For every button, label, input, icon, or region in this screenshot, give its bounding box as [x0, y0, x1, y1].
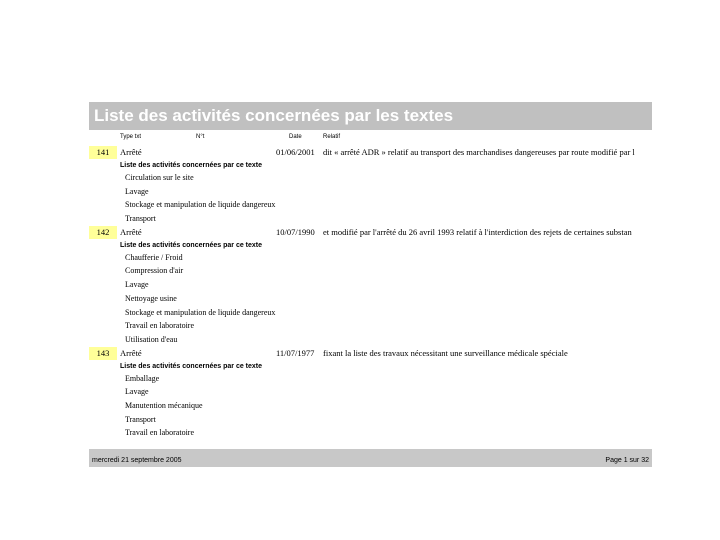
activity-item: Compression d'air	[125, 266, 184, 276]
activities-list	[89, 251, 652, 347]
activity-item: Transport	[125, 414, 156, 424]
record-number: 143	[89, 347, 117, 360]
activity-item: Stockage et manipulation de liquide dangereux	[125, 200, 276, 210]
activity-item: Travail en laboratoire	[125, 428, 195, 438]
activity-item: Circulation sur le site	[125, 173, 194, 182]
activity-item: Lavage	[125, 280, 149, 290]
activities-list	[89, 171, 652, 226]
record-type: Arrêté	[120, 226, 142, 237]
record-type: Arrêté	[120, 347, 142, 358]
activities-list	[89, 372, 652, 440]
activity-item: Manutention mécanique	[125, 400, 203, 410]
report-title: Liste des activités concernées par les textes	[94, 106, 454, 125]
column-headers	[89, 130, 652, 146]
record-relatif: et modifié par l'arrêté du 26 avril 1993 relatif à l'interdiction des rejets de certaines substan	[323, 226, 632, 237]
activity-item: Lavage	[125, 387, 149, 397]
record-relatif: fixant la liste des travaux nécessitant une surveillance médicale spéciale	[323, 347, 568, 358]
record-type: Arrêté	[120, 147, 142, 157]
activity-item: Lavage	[125, 186, 149, 196]
title-bar	[89, 102, 652, 130]
activity-item: Chaufferie / Froid	[125, 252, 183, 262]
report	[89, 102, 652, 440]
column-header-type: Type txt	[120, 134, 142, 140]
record-date: 11/07/1977	[276, 347, 315, 358]
activities-heading: Liste des activités concernées par ce texte	[120, 162, 263, 169]
record-date: 01/06/2001	[276, 147, 315, 157]
page-footer	[89, 449, 652, 467]
activity-item: Stockage et manipulation de liquide dangereux	[125, 307, 276, 317]
footer-page-number: Page 1 sur 32	[605, 457, 649, 464]
record-relatif: dit « arrêté ADR » relatif au transport des marchandises dangereuses par route modifié par l	[323, 147, 635, 157]
activity-item: Emballage	[125, 373, 160, 383]
record-date: 10/07/1990	[276, 226, 315, 237]
activities-heading: Liste des activités concernées par ce texte	[120, 362, 263, 370]
column-header-relatif: Relatif	[323, 134, 341, 140]
record-header-row	[89, 146, 652, 160]
record-number: 142	[89, 226, 117, 239]
record-header-row	[89, 226, 652, 240]
record-142	[89, 226, 652, 347]
activity-item: Travail en laboratoire	[125, 321, 195, 331]
record-141	[89, 146, 652, 226]
activity-item: Utilisation d'eau	[125, 334, 178, 344]
activities-heading: Liste des activités concernées par ce texte	[120, 241, 263, 249]
record-number: 141	[89, 146, 117, 159]
activity-item: Transport	[125, 214, 156, 224]
activity-item: Nettoyage usine	[125, 293, 177, 303]
column-header-number: N°t	[196, 134, 205, 140]
record-143	[89, 347, 652, 440]
record-header-row	[89, 347, 652, 361]
column-header-date: Date	[289, 134, 302, 140]
footer-date: mercredi 21 septembre 2005	[92, 457, 182, 464]
